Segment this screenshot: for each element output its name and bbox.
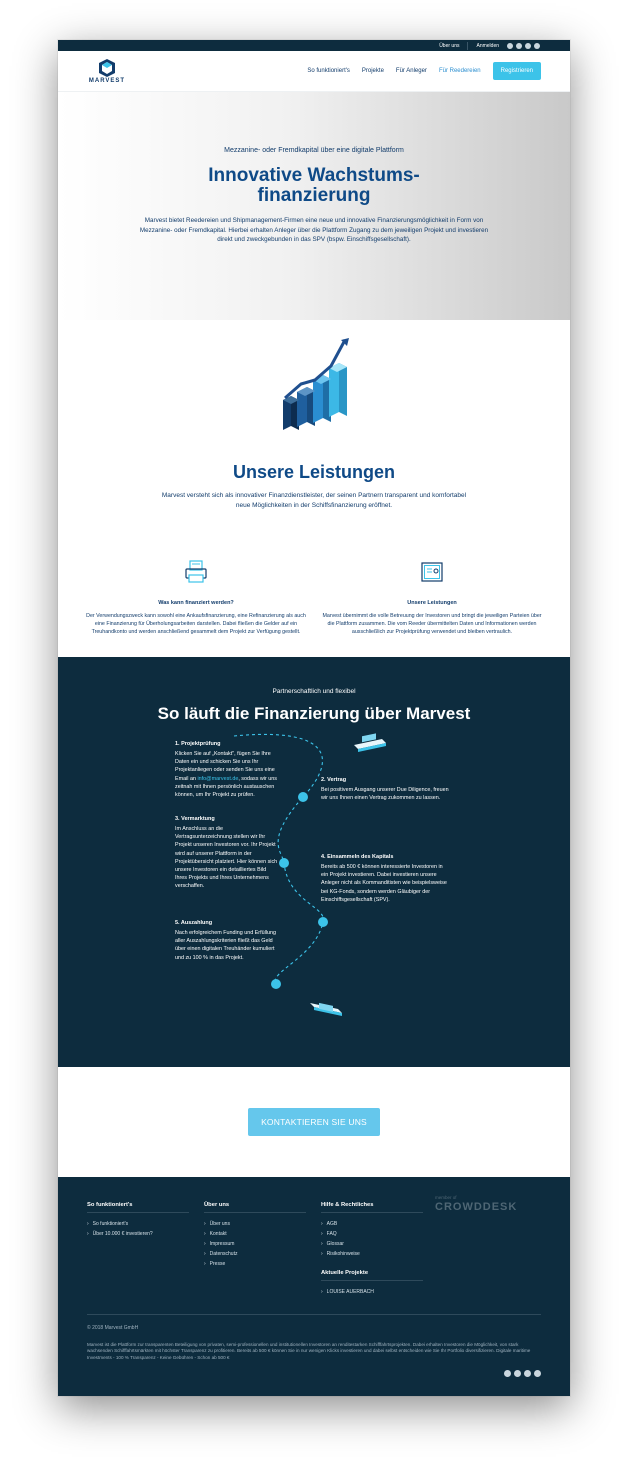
email-link[interactable]: info@marvest.de	[197, 775, 239, 782]
hero-section	[58, 92, 570, 320]
linkedin-icon[interactable]	[524, 1370, 531, 1377]
step-2	[321, 777, 449, 802]
footer-col-how	[87, 1202, 189, 1239]
growth-chart-icon	[58, 320, 570, 450]
cta-section	[58, 1067, 570, 1177]
nav-item-shipowners[interactable]: Für Reedereien	[438, 68, 481, 74]
footer-col-help	[321, 1202, 423, 1259]
service-card-services	[322, 560, 542, 636]
footer-col-title: Über uns	[204, 1202, 306, 1213]
step-title: 5. Auszahlung	[175, 920, 213, 926]
step-text: Bereits ab 500 € können interessierte Investoren in ein Projekt investieren. Dabei investieren unsere Anleger nicht als Kommanditisten wie beispielsweise bei KG-Fonds, sondern werden Gläubiger der Einschiffsgesellschaft (SPV).	[321, 864, 447, 903]
footer-disclaimer: Marvest ist die Plattform zur transparenten Beteiligung von privaten, semi-professionellen und institutionellen Investoren an renditestarken Schifffahrtsprojekten. Dabei erhalten Investoren die Möglichkeit, von stark wachsenden Schifffahrtsmärkten mit höchster Transparenz zu profitieren. Bereits ab 500 € können Sie in nur wenigen Klicks investieren und dabei selbst entscheiden wie Sie Ihr Portfolio diversifizieren. Digitale maritime Investments - 100 % Transparenz - Keine Gebühren - Schon ab 500 €	[87, 1342, 531, 1360]
service-title: Was kann finanziert werden?	[158, 600, 234, 606]
copyright: © 2018 Marvest GmbH	[87, 1325, 139, 1331]
timeline-dot	[279, 858, 289, 868]
step-text: Nach erfolgreichem Funding und Erfüllung aller Auszahlungskriterien fließt das Geld über einen digitalen Treuhänder kumuliert und zu 100 % in das Projekt.	[175, 930, 276, 961]
page-frame	[58, 40, 570, 1396]
step-5	[175, 920, 279, 962]
footer-link[interactable]: › So funktioniert's	[87, 1219, 189, 1229]
hero-title-line2: finanzierung	[257, 185, 371, 206]
step-text: Bei positivem Ausgang unserer Due Diligence, freuen wir uns Ihnen einen Vertrag zukommen zu lassen.	[321, 787, 449, 802]
twitter-icon[interactable]	[514, 1370, 521, 1377]
partner-name: CROWDDESK	[435, 1201, 518, 1213]
printer-icon	[185, 560, 207, 584]
nav-links	[307, 62, 541, 80]
process-eyebrow: Partnerschaftlich und flexibel	[272, 688, 356, 695]
footer-divider	[87, 1314, 541, 1315]
footer-col-title: Hilfe & Rechtliches	[321, 1202, 423, 1213]
step-title: 2. Vertrag	[321, 777, 347, 783]
footer-col-about	[204, 1202, 306, 1269]
footer-link[interactable]: › Impressum	[204, 1239, 306, 1249]
xing-icon[interactable]	[534, 1370, 541, 1377]
step-title: 1. Projektprüfung	[175, 741, 221, 747]
footer-social-links	[504, 1370, 541, 1377]
login-link[interactable]: Anmelden	[476, 42, 499, 49]
footer-link[interactable]: › Über uns	[204, 1219, 306, 1229]
footer-link[interactable]: › Über 10.000 € investieren?	[87, 1229, 189, 1239]
growth-chart-illustration	[58, 320, 570, 450]
footer-col-title: Aktuelle Projekte	[321, 1270, 423, 1281]
linkedin-icon[interactable]	[525, 43, 531, 49]
hero-title	[58, 166, 570, 206]
step-4	[321, 854, 449, 904]
step-title: 3. Vermarktung	[175, 816, 215, 822]
hero-title-line1: Innovative Wachstums-	[208, 165, 420, 186]
hero-text: Marvest bietet Reedereien und Shipmanagement-Firmen eine neue und innovative Finanzierungsmöglichkeit in Form von Mezzanine- oder Fremdkapital. Hierbei erhalten Anleger über die Plattform Zugang zu dem jeweiligen Projekt und investieren direkt und zweckgebunden in das SPV (bspw. Einschiffsgesellschaft).	[139, 217, 489, 243]
footer-link[interactable]: › LOUISE AUERBACH	[321, 1287, 423, 1297]
process-title: So läuft die Finanzierung über Marvest	[157, 704, 471, 723]
logo-icon	[99, 59, 115, 77]
certificate-icon	[421, 560, 443, 584]
footer-link[interactable]: › Risikohinweise	[321, 1249, 423, 1259]
marvest-logo[interactable]	[87, 59, 127, 84]
service-text: Marvest übernimmt die volle Betreuung der Investoren und bringt die jeweiligen Parteien über die Plattform zusammen. Die vom Reeder übermittelten Daten und Informationen werden ausschließlich zur Projektprüfung verwendet und bleiben vertraulich.	[322, 613, 542, 635]
main-nav	[58, 51, 570, 92]
service-title: Unsere Leistungen	[407, 600, 457, 606]
footer-link[interactable]: › AGB	[321, 1219, 423, 1229]
top-bar	[58, 40, 570, 51]
timeline-dot	[318, 917, 328, 927]
timeline-path	[58, 657, 570, 1067]
footer-link[interactable]: › Kontakt	[204, 1229, 306, 1239]
nav-item-projects[interactable]: Projekte	[361, 68, 384, 74]
partner-caption: member of	[435, 1195, 457, 1200]
step-title: 4. Einsammeln des Kapitals	[321, 854, 394, 860]
contact-button[interactable]: KONTAKTIEREN SIE UNS	[248, 1108, 380, 1136]
footer-link[interactable]: › Presse	[204, 1259, 306, 1269]
step-3	[175, 816, 279, 891]
services-section	[58, 450, 570, 657]
step-text: Im Anschluss an die Vertragsunterzeichnung stellen wir Ihr Projekt unseren Investoren vor. Ihr Projekt wird auf unserer Plattform in der Projektübersicht platziert. Hier können sich unsere Investoren ein detailliertes Bild Ihres Projekts und Ihres Unternehmens verschaffen.	[175, 826, 278, 890]
twitter-icon[interactable]	[516, 43, 522, 49]
divider	[467, 42, 468, 50]
facebook-icon[interactable]	[507, 43, 513, 49]
footer-col-title: So funktioniert's	[87, 1202, 189, 1213]
footer-link[interactable]: › Datenschutz	[204, 1249, 306, 1259]
facebook-icon[interactable]	[504, 1370, 511, 1377]
footer-col-projects	[321, 1270, 423, 1297]
process-section	[58, 657, 570, 1067]
services-lead: Marvest versteht sich als innovativer Finanzdienstleister, der seinen Partnern transparent und komfortabel neue Möglichkeiten in der Schiffsfinanzierung eröffnet.	[161, 492, 467, 509]
ship-icon	[310, 1003, 342, 1016]
footer-link[interactable]: › FAQ	[321, 1229, 423, 1239]
logo-text: MARVEST	[88, 77, 126, 84]
service-text: Der Verwendungszweck kann sowohl eine Ankaufsfinanzierung, eine Refinanzierung als auch eine Finanzierung für Überholungsarbeiten darstellen. Dabei fließen die Gelder auf ein Treuhandkonto und werden anschließend gesammelt dem Projekt zur Verfügung gestellt.	[86, 613, 306, 635]
service-card-financing	[86, 560, 306, 636]
xing-icon[interactable]	[534, 43, 540, 49]
register-button[interactable]: Registrieren	[493, 62, 541, 80]
hero-eyebrow: Mezzanine- oder Fremdkapital über eine digitale Plattform	[224, 147, 404, 154]
nav-item-how-it-works[interactable]: So funktioniert's	[307, 68, 350, 74]
about-link[interactable]: Über uns	[439, 42, 460, 49]
ship-icon	[354, 733, 386, 752]
timeline-dot	[298, 792, 308, 802]
services-title: Unsere Leistungen	[232, 462, 396, 482]
social-links	[507, 43, 540, 49]
timeline-dot	[271, 979, 281, 989]
footer	[58, 1177, 570, 1396]
nav-item-investors[interactable]: Für Anleger	[395, 68, 427, 74]
step-1	[175, 741, 279, 799]
footer-link[interactable]: › Glossar	[321, 1239, 423, 1249]
crowddesk-logo[interactable]	[435, 1195, 517, 1213]
step-text: Klicken Sie auf „Kontakt", fügen Sie Ihre Daten ein und schicken Sie uns Ihr Projektanliegen oder senden Sie uns eine Email an info@marvest.de, sodass wir uns zeitnah mit Ihnen persönlich austauschen können, um Ihr Projekt zu prüfen.	[175, 751, 277, 799]
